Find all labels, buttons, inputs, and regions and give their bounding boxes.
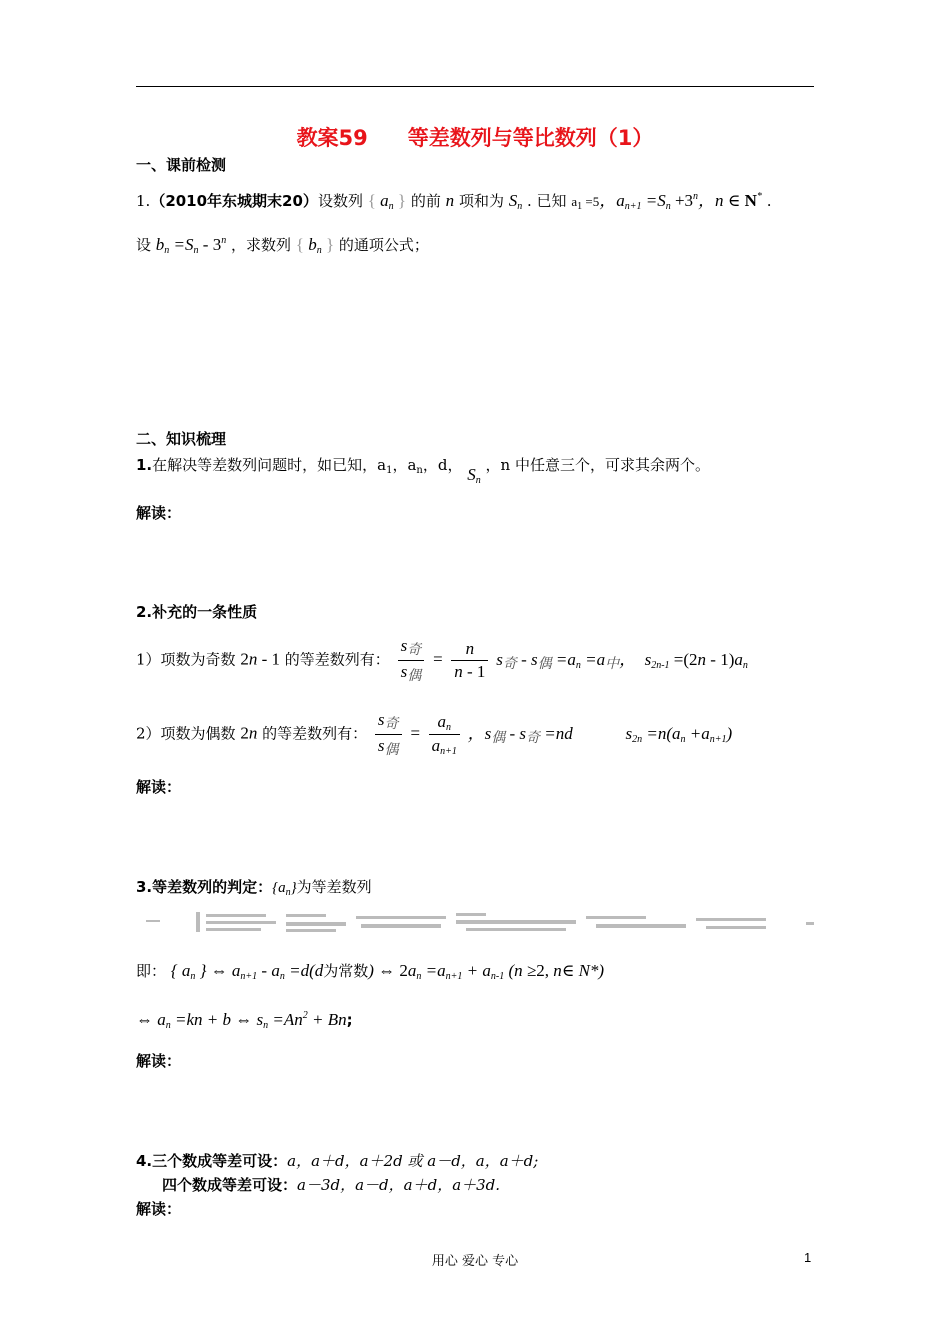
jiedu-4: 解读： xyxy=(136,1200,182,1218)
item4-line1: 4.三个数成等差可设：a，a＋d，a＋2d 或 a－d，a，a＋d; xyxy=(136,1152,539,1170)
item4-line2: 四个数成等差可设：a－3d，a－d，a＋d，a＋3d. xyxy=(162,1176,501,1194)
problem1-line2: 设 bn =Sn - 3$^n$ ，求数列 { bn } 的通项公式； xyxy=(136,235,429,256)
section1-heading: 一、课前检测 xyxy=(136,156,227,174)
item2-heading: 2.补充的一条性质 xyxy=(136,603,258,621)
jiedu-2: 解读： xyxy=(136,778,182,796)
problem1-line1: 1.（2010年东城期末20）设数列 { an } 的前 n 项和为 Sn . 已知 $a_1 =5$，$an+1 =Sn +3^n$，n ∈ N* . xyxy=(136,191,772,212)
scan-artifact-strip xyxy=(146,908,822,936)
top-rule xyxy=(136,86,814,87)
item3-heading: 3.等差数列的判定：$\{a_n\}$为等差数列 xyxy=(136,878,372,898)
section2-heading: 二、知识梳理 xyxy=(136,430,227,448)
arithmetic-criterion: 即： { an } ⇔ an+1 - an =d(d为常数) ⇔ 2an =an+1 + an-1 (n ≥2, n∈ N*) xyxy=(136,961,605,982)
general-form: ⇔ an =kn + b ⇔ sn $=An^2 + Bn$; xyxy=(136,1010,353,1031)
page-number: 1 xyxy=(804,1250,812,1265)
knowledge-item1: 1.在解决等差数列问题时，如已知，$a_1$，$a_n$，d， Sn ，n 中任意三个，可求其余两个。 xyxy=(136,456,710,486)
page-title: 教案59 等差数列与等比数列（1） xyxy=(296,126,654,150)
jiedu-1: 解读： xyxy=(136,504,182,522)
footer-text: 用心 爱心 专心 xyxy=(431,1254,519,1269)
property-odd: 1）项数为奇数 2n - 1 的等差数列有： $\frac{\text{s奇}}{\text{s偶}}$ = $\frac{n}{n - 1}$ s奇 - s偶 =an =a中， s2n-1 =(2n - 1)an xyxy=(136,636,748,684)
jiedu-3: 解读： xyxy=(136,1052,182,1070)
property-even: 2）项数为偶数 2n 的等差数列有： $\frac{\text{s奇}}{\text{s偶}}$ = $\frac{an}{an+1}$ ，s偶 - s奇 =nd s2n =n(an +an+1) xyxy=(136,710,733,758)
